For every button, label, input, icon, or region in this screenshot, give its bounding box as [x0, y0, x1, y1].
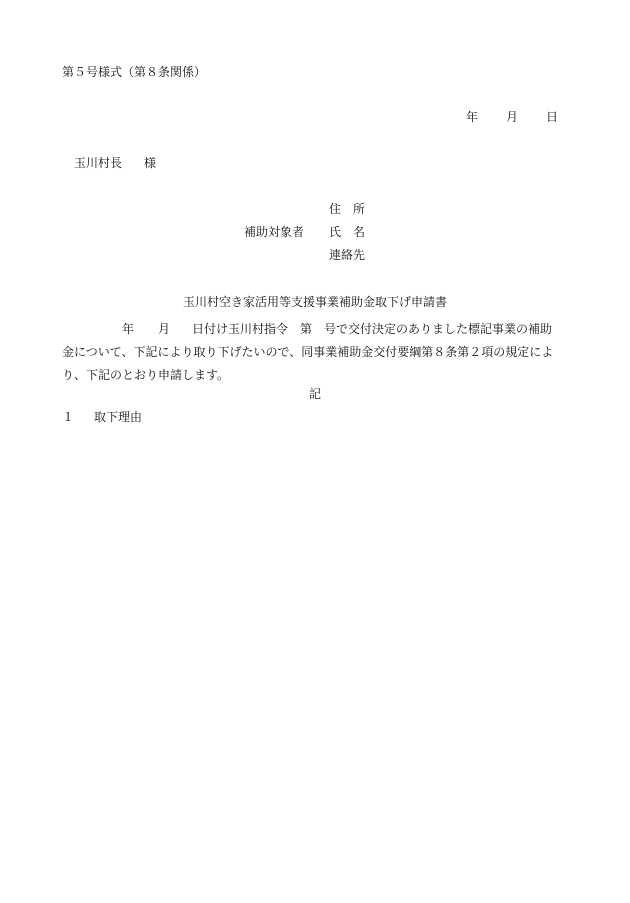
body-line-2: 金について、下記により取り下げたいので、同事業補助金交付要綱第８条第２項の規定によ — [62, 345, 554, 359]
list-item — [62, 411, 142, 423]
body-line-3: り、下記のとおり申請します。 — [62, 368, 230, 382]
addressee — [74, 157, 156, 169]
applicant-label: 補助対象者 — [244, 225, 305, 239]
date-day: 日 — [546, 110, 559, 124]
document-title: 玉川村空き家活用等支援事業補助金取下げ申請書 — [182, 295, 447, 309]
body-year: 年 — [122, 322, 135, 336]
date-line — [466, 111, 558, 123]
item-number: １ — [62, 410, 75, 424]
applicant-contact-label: 連絡先 — [329, 248, 366, 262]
addressee-name: 玉川村長 — [74, 156, 123, 170]
body-line1-b: 号で交付決定のありました標記事業の補助 — [324, 322, 553, 336]
body-line1-a: 日付け玉川村指令 第 — [192, 322, 313, 336]
date-month: 月 — [506, 110, 519, 124]
addressee-honorific: 様 — [144, 156, 157, 170]
body-text — [62, 318, 574, 387]
body-month: 月 — [158, 322, 171, 336]
form-number: 第５号様式（第８条関係） — [62, 65, 207, 79]
note-heading: 記 — [308, 387, 321, 401]
applicant-address-label: 住 所 — [329, 202, 366, 216]
date-year: 年 — [466, 110, 479, 124]
body-line-1 — [62, 318, 574, 341]
item-label: 取下理由 — [94, 410, 143, 424]
applicant-name-label: 氏 名 — [329, 225, 366, 239]
